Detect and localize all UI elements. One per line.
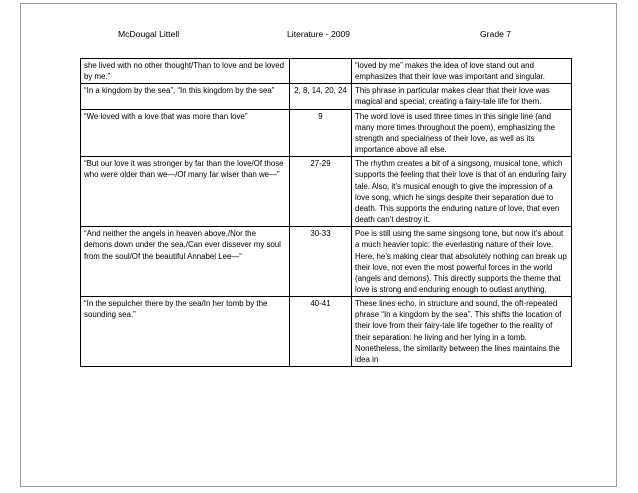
table-row bbox=[81, 157, 572, 227]
analysis-cell: The word love is used three times in this single line (and many more times throughout the poem), emphasizing the strength and specialness of their love, as well as its importance above all else. bbox=[352, 109, 572, 157]
quote-cell: “We loved with a love that was more than love” bbox=[81, 109, 290, 157]
analysis-cell: The rhythm creates a bit of a singsong, musical tone, which supports the feeling that their love is that of an enduring fairy tale. Also, it’s musical enough to give the impression of a love song, which he sings despite their separation due to death. This supports the enduring nature of love, that even death can’t destroy it. bbox=[352, 157, 572, 227]
analysis-cell: These lines echo, in structure and sound, the oft-repeated phrase “In a kingdom by the sea”. This shifts the location of their love from their fairy-tale life together to the reality of their separation: he living and her lying in a tomb. Nonetheless, the similarity between the lines maintains the idea in bbox=[352, 297, 572, 367]
analysis-cell: “loved by me” makes the idea of love stand out and emphasizes that their love was important and singular. bbox=[352, 59, 572, 84]
line-numbers-cell bbox=[290, 59, 352, 84]
table-row bbox=[81, 84, 572, 109]
line-numbers-cell: 9 bbox=[290, 109, 352, 157]
header-course: Literature - 2009 bbox=[287, 29, 351, 39]
quote-cell: “But our love it was stronger by far than the love/Of those who were older than we—/Of many far wiser than we—” bbox=[81, 157, 290, 227]
header-grade: Grade 7 bbox=[480, 29, 512, 39]
header-publisher: McDougal Littell bbox=[118, 29, 180, 39]
quote-cell: she lived with no other thought/Than to love and be loved by me.” bbox=[81, 59, 290, 84]
table-row bbox=[81, 297, 572, 367]
quote-cell: “In the sepulcher there by the sea/In her tomb by the sounding sea.” bbox=[81, 297, 290, 367]
quote-cell: “And neither the angels in heaven above,/Nor the demons down under the sea,/Can ever dissever my soul from the soul/Of the beautiful Annabel Lee—“ bbox=[81, 227, 290, 297]
analysis-cell: This phrase in particular makes clear that their love was magical and special, creating a fairy-tale life for them. bbox=[352, 84, 572, 109]
table-row bbox=[81, 109, 572, 157]
analysis-table bbox=[80, 58, 572, 367]
table-row bbox=[81, 59, 572, 84]
line-numbers-cell: 27-29 bbox=[290, 157, 352, 227]
quote-cell: “In a kingdom by the sea”, “In this kingdom by the sea” bbox=[81, 84, 290, 109]
line-numbers-cell: 30-33 bbox=[290, 227, 352, 297]
analysis-cell: Poe is still using the same singsong tone, but now it’s about a much heavier topic: the everlasting nature of their love. Here, he’s making clear that absolutely nothing can break up their love, not even the most powerful forces in the world (angels and demons). This directly supports the theme that love is strong and enduring enough to outlast anything. bbox=[352, 227, 572, 297]
line-numbers-cell: 2, 8, 14, 20, 24 bbox=[290, 84, 352, 109]
table-row bbox=[81, 227, 572, 297]
line-numbers-cell: 40-41 bbox=[290, 297, 352, 367]
page-header bbox=[0, 29, 638, 43]
